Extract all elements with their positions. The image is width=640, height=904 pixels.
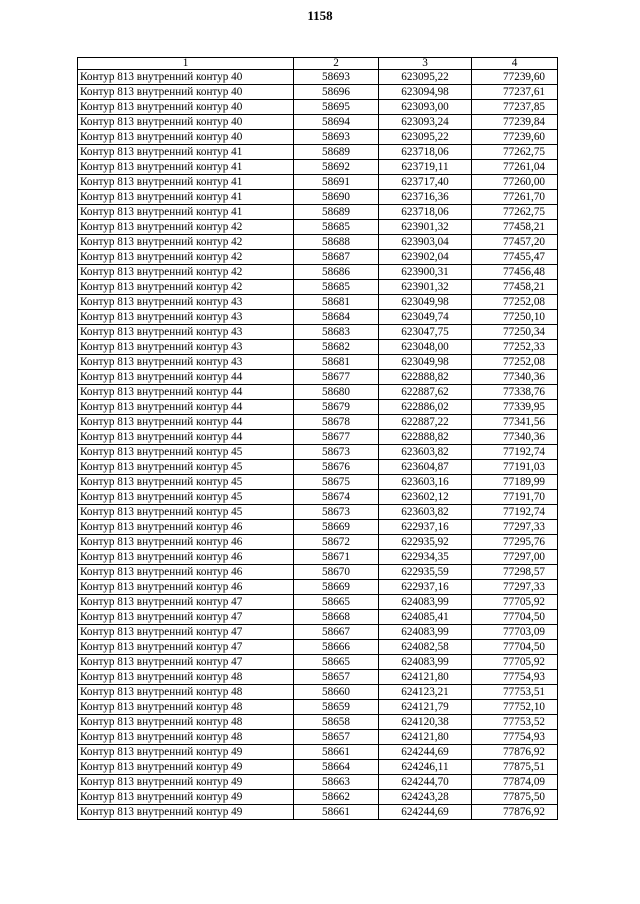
- coordinate-y-cell: 77876,92: [472, 805, 558, 820]
- contour-name-cell: Контур 813 внутренний контур 40: [78, 130, 294, 145]
- coordinate-x-cell: 624121,79: [379, 700, 472, 715]
- table-row: [78, 655, 558, 670]
- contour-name-cell: Контур 813 внутренний контур 48: [78, 730, 294, 745]
- point-number-cell: 58693: [294, 70, 379, 85]
- point-number-cell: 58669: [294, 580, 379, 595]
- point-number-cell: 58681: [294, 355, 379, 370]
- coordinate-x-cell: 623094,98: [379, 85, 472, 100]
- point-number-cell: 58693: [294, 130, 379, 145]
- coordinate-x-cell: 623604,87: [379, 460, 472, 475]
- coordinate-x-cell: 624083,99: [379, 655, 472, 670]
- table-row: [78, 355, 558, 370]
- contour-name-cell: Контур 813 внутренний контур 43: [78, 310, 294, 325]
- coordinate-x-cell: 624085,41: [379, 610, 472, 625]
- point-number-cell: 58683: [294, 325, 379, 340]
- point-number-cell: 58661: [294, 805, 379, 820]
- point-number-cell: 58657: [294, 730, 379, 745]
- table-row: [78, 445, 558, 460]
- point-number-cell: 58669: [294, 520, 379, 535]
- table-row: [78, 205, 558, 220]
- point-number-cell: 58660: [294, 685, 379, 700]
- contour-name-cell: Контур 813 внутренний контур 49: [78, 775, 294, 790]
- point-number-cell: 58663: [294, 775, 379, 790]
- contour-name-cell: Контур 813 внутренний контур 43: [78, 325, 294, 340]
- point-number-cell: 58664: [294, 760, 379, 775]
- coordinate-x-cell: 623049,74: [379, 310, 472, 325]
- contour-name-cell: Контур 813 внутренний контур 47: [78, 625, 294, 640]
- coordinate-x-cell: 624120,38: [379, 715, 472, 730]
- coordinate-x-cell: 623048,00: [379, 340, 472, 355]
- table-row: [78, 415, 558, 430]
- table-row: [78, 760, 558, 775]
- table-row: [78, 100, 558, 115]
- point-number-cell: 58665: [294, 655, 379, 670]
- coordinate-x-cell: 624123,21: [379, 685, 472, 700]
- coordinate-y-cell: 77752,10: [472, 700, 558, 715]
- table-row: [78, 265, 558, 280]
- coordinate-x-cell: 622934,35: [379, 550, 472, 565]
- table-row: [78, 385, 558, 400]
- point-number-cell: 58668: [294, 610, 379, 625]
- coordinate-y-cell: 77705,92: [472, 655, 558, 670]
- coordinate-x-cell: 622937,16: [379, 520, 472, 535]
- point-number-cell: 58679: [294, 400, 379, 415]
- coordinate-x-cell: 623718,06: [379, 145, 472, 160]
- contour-name-cell: Контур 813 внутренний контур 48: [78, 670, 294, 685]
- table-row: [78, 175, 558, 190]
- contour-name-cell: Контур 813 внутренний контур 49: [78, 790, 294, 805]
- coordinate-y-cell: 77341,56: [472, 415, 558, 430]
- table-row: [78, 475, 558, 490]
- coordinate-y-cell: 77340,36: [472, 430, 558, 445]
- table-row: [78, 535, 558, 550]
- contour-name-cell: Контур 813 внутренний контур 42: [78, 220, 294, 235]
- coordinate-y-cell: 77239,84: [472, 115, 558, 130]
- point-number-cell: 58670: [294, 565, 379, 580]
- coordinate-y-cell: 77703,09: [472, 625, 558, 640]
- coordinate-y-cell: 77339,95: [472, 400, 558, 415]
- contour-name-cell: Контур 813 внутренний контур 41: [78, 205, 294, 220]
- contour-name-cell: Контур 813 внутренний контур 46: [78, 520, 294, 535]
- coordinate-x-cell: 622935,59: [379, 565, 472, 580]
- contour-name-cell: Контур 813 внутренний контур 40: [78, 85, 294, 100]
- point-number-cell: 58684: [294, 310, 379, 325]
- coordinate-x-cell: 622937,16: [379, 580, 472, 595]
- coordinate-y-cell: 77458,21: [472, 220, 558, 235]
- point-number-cell: 58691: [294, 175, 379, 190]
- coordinate-x-cell: 622887,22: [379, 415, 472, 430]
- table-row: [78, 595, 558, 610]
- coordinate-y-cell: 77250,10: [472, 310, 558, 325]
- point-number-cell: 58680: [294, 385, 379, 400]
- contour-name-cell: Контур 813 внутренний контур 46: [78, 565, 294, 580]
- coordinate-y-cell: 77252,08: [472, 355, 558, 370]
- coordinate-x-cell: 624083,99: [379, 595, 472, 610]
- coordinate-x-cell: 623901,32: [379, 220, 472, 235]
- page-number: 1158: [307, 8, 333, 23]
- contour-name-cell: Контур 813 внутренний контур 45: [78, 475, 294, 490]
- contour-name-cell: Контур 813 внутренний контур 40: [78, 70, 294, 85]
- point-number-cell: 58686: [294, 265, 379, 280]
- coordinate-y-cell: 77875,50: [472, 790, 558, 805]
- point-number-cell: 58676: [294, 460, 379, 475]
- table-row: [78, 130, 558, 145]
- coordinate-x-cell: 623603,16: [379, 475, 472, 490]
- point-number-cell: 58694: [294, 115, 379, 130]
- table-row: [78, 460, 558, 475]
- contour-name-cell: Контур 813 внутренний контур 46: [78, 580, 294, 595]
- table-row: [78, 340, 558, 355]
- contour-name-cell: Контур 813 внутренний контур 40: [78, 115, 294, 130]
- point-number-cell: 58677: [294, 430, 379, 445]
- coordinate-x-cell: 622888,82: [379, 430, 472, 445]
- contour-name-cell: Контур 813 внутренний контур 44: [78, 430, 294, 445]
- contour-name-cell: Контур 813 внутренний контур 41: [78, 145, 294, 160]
- contour-name-cell: Контур 813 внутренний контур 46: [78, 550, 294, 565]
- point-number-cell: 58674: [294, 490, 379, 505]
- coordinate-y-cell: 77239,60: [472, 130, 558, 145]
- table-row: [78, 235, 558, 250]
- point-number-cell: 58666: [294, 640, 379, 655]
- table-row: [78, 85, 558, 100]
- coordinate-y-cell: 77458,21: [472, 280, 558, 295]
- point-number-cell: 58662: [294, 790, 379, 805]
- coordinate-y-cell: 77874,09: [472, 775, 558, 790]
- contour-name-cell: Контур 813 внутренний контур 49: [78, 760, 294, 775]
- coordinate-x-cell: 623049,98: [379, 355, 472, 370]
- coordinate-y-cell: 77191,70: [472, 490, 558, 505]
- point-number-cell: 58671: [294, 550, 379, 565]
- coordinate-y-cell: 77239,60: [472, 70, 558, 85]
- point-number-cell: 58657: [294, 670, 379, 685]
- coordinate-x-cell: 623718,06: [379, 205, 472, 220]
- coordinate-x-cell: 624083,99: [379, 625, 472, 640]
- contour-name-cell: Контур 813 внутренний контур 40: [78, 100, 294, 115]
- coordinate-x-cell: 623603,82: [379, 445, 472, 460]
- coordinate-y-cell: 77297,33: [472, 580, 558, 595]
- table-row: [78, 670, 558, 685]
- coordinate-x-cell: 624244,69: [379, 805, 472, 820]
- coordinate-x-cell: 622888,82: [379, 370, 472, 385]
- contour-name-cell: Контур 813 внутренний контур 44: [78, 370, 294, 385]
- point-number-cell: 58673: [294, 505, 379, 520]
- coordinate-y-cell: 77876,92: [472, 745, 558, 760]
- contour-name-cell: Контур 813 внутренний контур 49: [78, 805, 294, 820]
- table-row: [78, 370, 558, 385]
- contour-name-cell: Контур 813 внутренний контур 47: [78, 655, 294, 670]
- coordinate-x-cell: 623095,22: [379, 130, 472, 145]
- coordinate-x-cell: 623719,11: [379, 160, 472, 175]
- point-number-cell: 58665: [294, 595, 379, 610]
- point-number-cell: 58695: [294, 100, 379, 115]
- coordinate-y-cell: 77298,57: [472, 565, 558, 580]
- contour-name-cell: Контур 813 внутренний контур 47: [78, 610, 294, 625]
- point-number-cell: 58659: [294, 700, 379, 715]
- coordinate-x-cell: 623093,24: [379, 115, 472, 130]
- contour-name-cell: Контур 813 внутренний контур 42: [78, 265, 294, 280]
- table-row: [78, 700, 558, 715]
- contour-name-cell: Контур 813 внутренний контур 42: [78, 280, 294, 295]
- table-row: [78, 565, 558, 580]
- table-row: [78, 685, 558, 700]
- contour-name-cell: Контур 813 внутренний контур 42: [78, 250, 294, 265]
- column-header-2: 2: [294, 58, 379, 70]
- contour-name-cell: Контур 813 внутренний контур 41: [78, 190, 294, 205]
- coordinate-x-cell: 622886,02: [379, 400, 472, 415]
- contour-name-cell: Контур 813 внутренний контур 41: [78, 175, 294, 190]
- table-row: [78, 70, 558, 85]
- contour-name-cell: Контур 813 внутренний контур 45: [78, 505, 294, 520]
- coordinate-x-cell: 624121,80: [379, 670, 472, 685]
- table-row: [78, 550, 558, 565]
- table-row: [78, 715, 558, 730]
- coordinate-x-cell: 623903,04: [379, 235, 472, 250]
- coordinate-y-cell: 77340,36: [472, 370, 558, 385]
- coordinate-y-cell: 77705,92: [472, 595, 558, 610]
- table-row: [78, 625, 558, 640]
- coordinate-y-cell: 77237,61: [472, 85, 558, 100]
- coordinate-x-cell: 623900,31: [379, 265, 472, 280]
- table-row: [78, 115, 558, 130]
- coordinate-x-cell: 624244,70: [379, 775, 472, 790]
- coordinate-y-cell: 77252,08: [472, 295, 558, 310]
- coordinate-x-cell: 624082,58: [379, 640, 472, 655]
- coordinate-y-cell: 77754,93: [472, 730, 558, 745]
- coordinate-y-cell: 77192,74: [472, 445, 558, 460]
- contour-name-cell: Контур 813 внутренний контур 46: [78, 535, 294, 550]
- point-number-cell: 58682: [294, 340, 379, 355]
- contour-name-cell: Контур 813 внутренний контур 42: [78, 235, 294, 250]
- coordinates-table: [77, 57, 558, 820]
- coordinate-y-cell: 77456,48: [472, 265, 558, 280]
- contour-name-cell: Контур 813 внутренний контур 48: [78, 700, 294, 715]
- table-row: [78, 430, 558, 445]
- coordinate-x-cell: 623716,36: [379, 190, 472, 205]
- coordinate-x-cell: 623603,82: [379, 505, 472, 520]
- coordinate-y-cell: 77753,52: [472, 715, 558, 730]
- contour-name-cell: Контур 813 внутренний контур 43: [78, 340, 294, 355]
- coordinate-x-cell: 622887,62: [379, 385, 472, 400]
- coordinate-y-cell: 77237,85: [472, 100, 558, 115]
- contour-name-cell: Контур 813 внутренний контур 47: [78, 640, 294, 655]
- coordinate-y-cell: 77297,00: [472, 550, 558, 565]
- table-row: [78, 490, 558, 505]
- coordinate-y-cell: 77338,76: [472, 385, 558, 400]
- coordinate-y-cell: 77261,04: [472, 160, 558, 175]
- coordinate-x-cell: 623602,12: [379, 490, 472, 505]
- coordinate-y-cell: 77250,34: [472, 325, 558, 340]
- coordinate-y-cell: 77189,99: [472, 475, 558, 490]
- contour-name-cell: Контур 813 внутренний контур 44: [78, 415, 294, 430]
- point-number-cell: 58692: [294, 160, 379, 175]
- coordinate-y-cell: 77704,50: [472, 610, 558, 625]
- coordinate-x-cell: 624121,80: [379, 730, 472, 745]
- point-number-cell: 58673: [294, 445, 379, 460]
- coordinate-x-cell: 623095,22: [379, 70, 472, 85]
- contour-name-cell: Контур 813 внутренний контур 43: [78, 295, 294, 310]
- point-number-cell: 58681: [294, 295, 379, 310]
- point-number-cell: 58667: [294, 625, 379, 640]
- coordinate-y-cell: 77262,75: [472, 205, 558, 220]
- coordinate-y-cell: 77754,93: [472, 670, 558, 685]
- table-row: [78, 805, 558, 820]
- contour-name-cell: Контур 813 внутренний контур 44: [78, 385, 294, 400]
- coordinate-x-cell: 624244,69: [379, 745, 472, 760]
- contour-name-cell: Контур 813 внутренний контур 48: [78, 715, 294, 730]
- coordinate-y-cell: 77457,20: [472, 235, 558, 250]
- point-number-cell: 58658: [294, 715, 379, 730]
- coordinate-y-cell: 77295,76: [472, 535, 558, 550]
- contour-name-cell: Контур 813 внутренний контур 44: [78, 400, 294, 415]
- table-row: [78, 520, 558, 535]
- table-row: [78, 775, 558, 790]
- table-row: [78, 610, 558, 625]
- table-row: [78, 745, 558, 760]
- point-number-cell: 58688: [294, 235, 379, 250]
- point-number-cell: 58685: [294, 220, 379, 235]
- contour-name-cell: Контур 813 внутренний контур 43: [78, 355, 294, 370]
- table-row: [78, 220, 558, 235]
- point-number-cell: 58661: [294, 745, 379, 760]
- table-row: [78, 310, 558, 325]
- coordinate-y-cell: 77875,51: [472, 760, 558, 775]
- point-number-cell: 58678: [294, 415, 379, 430]
- table-row: [78, 280, 558, 295]
- coordinate-x-cell: 624246,11: [379, 760, 472, 775]
- table-row: [78, 790, 558, 805]
- table-row: [78, 640, 558, 655]
- coordinate-y-cell: 77262,75: [472, 145, 558, 160]
- point-number-cell: 58672: [294, 535, 379, 550]
- contour-name-cell: Контур 813 внутренний контур 47: [78, 595, 294, 610]
- point-number-cell: 58675: [294, 475, 379, 490]
- coordinate-x-cell: 623902,04: [379, 250, 472, 265]
- point-number-cell: 58696: [294, 85, 379, 100]
- contour-name-cell: Контур 813 внутренний контур 41: [78, 160, 294, 175]
- coordinate-y-cell: 77455,47: [472, 250, 558, 265]
- table-row: [78, 145, 558, 160]
- coordinate-y-cell: 77704,50: [472, 640, 558, 655]
- point-number-cell: 58689: [294, 205, 379, 220]
- table-row: [78, 295, 558, 310]
- contour-name-cell: Контур 813 внутренний контур 45: [78, 490, 294, 505]
- contour-name-cell: Контур 813 внутренний контур 48: [78, 685, 294, 700]
- table-row: [78, 250, 558, 265]
- coordinate-y-cell: 77753,51: [472, 685, 558, 700]
- coordinate-x-cell: 623093,00: [379, 100, 472, 115]
- table-row: [78, 730, 558, 745]
- coordinate-y-cell: 77297,33: [472, 520, 558, 535]
- table-row: [78, 400, 558, 415]
- coordinate-x-cell: 623047,75: [379, 325, 472, 340]
- coordinate-y-cell: 77191,03: [472, 460, 558, 475]
- coordinate-y-cell: 77260,00: [472, 175, 558, 190]
- coordinate-x-cell: 623901,32: [379, 280, 472, 295]
- coordinate-x-cell: 622935,92: [379, 535, 472, 550]
- point-number-cell: 58689: [294, 145, 379, 160]
- contour-name-cell: Контур 813 внутренний контур 45: [78, 445, 294, 460]
- table-header-row: [78, 58, 558, 70]
- table-row: [78, 160, 558, 175]
- table-row: [78, 580, 558, 595]
- table-row: [78, 190, 558, 205]
- contour-name-cell: Контур 813 внутренний контур 49: [78, 745, 294, 760]
- coordinate-x-cell: 623049,98: [379, 295, 472, 310]
- point-number-cell: 58687: [294, 250, 379, 265]
- column-header-1: 1: [78, 58, 294, 70]
- table-row: [78, 325, 558, 340]
- coordinate-y-cell: 77261,70: [472, 190, 558, 205]
- column-header-3: 3: [379, 58, 472, 70]
- contour-name-cell: Контур 813 внутренний контур 45: [78, 460, 294, 475]
- column-header-4: 4: [472, 58, 558, 70]
- coordinate-x-cell: 623717,40: [379, 175, 472, 190]
- coordinate-y-cell: 77192,74: [472, 505, 558, 520]
- coordinate-y-cell: 77252,33: [472, 340, 558, 355]
- coordinate-x-cell: 624243,28: [379, 790, 472, 805]
- table-body: [78, 70, 558, 820]
- point-number-cell: 58690: [294, 190, 379, 205]
- point-number-cell: 58677: [294, 370, 379, 385]
- table-row: [78, 505, 558, 520]
- point-number-cell: 58685: [294, 280, 379, 295]
